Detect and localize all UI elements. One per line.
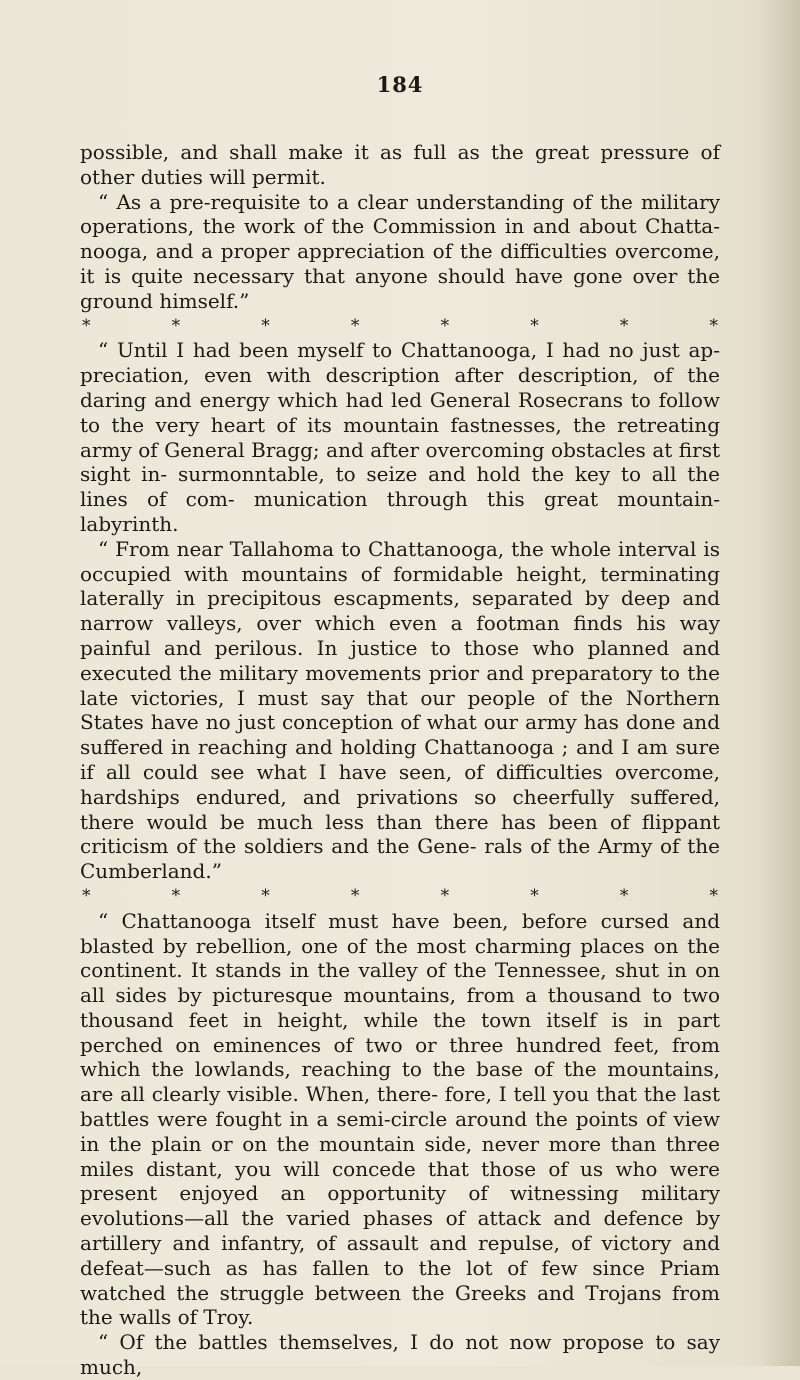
separator-star: * — [709, 885, 718, 906]
separator-star: * — [440, 315, 450, 336]
separator-star: * — [261, 315, 270, 336]
paragraph-4: “ From near Tallahoma to Chattanooga, the whole interval is occupied with mountains of formidable height, terminating laterally in precipitous escapments, separated by deep and narrow valleys, over which even a footman finds his way painful and perilous. In justice to those who planned and executed the military movements prior and preparatory to the late victories, I must say that our people of the Northern States have no just conception of what our army has done and suffered in reaching and holding Chattanooga ; and I am sure if all could see what I have seen, of difficulties overcome, hardships endured, and privations so cheerfully suffered, there would be much less than there has been of flippant criticism of the soldiers and the Gene- rals of the Army of the Cumberland.” — [80, 536, 720, 884]
separator-star: * — [709, 315, 718, 336]
separator-star: * — [530, 315, 539, 336]
separator-star: * — [171, 885, 181, 906]
paragraph-2: “ As a pre-requisite to a clear understanding of the military operations, the work of the Commission in and about Chatta- nooga, and a proper appreciation of the difficulties overcome, it is quite necessary that anyone should have gone over the ground himself.” — [80, 189, 720, 313]
section-separator-1 — [80, 314, 720, 339]
section-separator-2 — [80, 884, 720, 909]
separator-star: * — [350, 315, 360, 336]
paragraph-5: “ Chattanooga itself must have been, before cursed and blasted by rebellion, one of the most charming places on the continent. It stands in the valley of the Tennessee, shut in on all sides by picturesque mountains, from a thousand to two thousand feet in height, while the town itself is in part perched on eminences of two or three hundred feet, from which the lowlands, reaching to the base of the mountains, are all clearly visible. When, there- fore, I tell you that the last battles were fought in a semi-circle around the points of view in the plain or on the mountain side, never more than three miles distant, you will concede that those of us who were present enjoyed an opportunity of witnessing military evolutions—all the varied phases of attack and defence by artillery and infantry, of assault and repulse, of victory and defeat—such as has fallen to the lot of few since Priam watched the struggle between the Greeks and Trojans from the walls of Troy. — [80, 908, 720, 1330]
page-edge-shadow — [760, 0, 800, 1366]
paragraph-1: possible, and shall make it as full as the great pressure of other duties will permit. — [80, 140, 720, 189]
separator-star: * — [171, 315, 181, 336]
body-text — [80, 140, 720, 1380]
separator-star: * — [82, 885, 91, 906]
page-number: 184 — [376, 72, 424, 97]
separator-star: * — [440, 885, 450, 906]
separator-star: * — [619, 885, 629, 906]
separator-star: * — [261, 885, 270, 906]
separator-star: * — [350, 885, 360, 906]
paragraph-6: “ Of the battles themselves, I do not now propose to say much, — [80, 1330, 720, 1380]
separator-star: * — [530, 885, 539, 906]
separator-star: * — [619, 315, 629, 336]
separator-star: * — [82, 315, 91, 336]
paragraph-3: “ Until I had been myself to Chattanooga, I had no just ap- preciation, even with description after description, of the daring and energy which had led General Rosecrans to follow to the very heart of its mountain fastnesses, the retreating army of General Bragg; and after overcoming obstacles at first sight in- surmonntable, to seize and hold the key to all the lines of com- munication through this great mountain-labyrinth. — [80, 338, 720, 536]
